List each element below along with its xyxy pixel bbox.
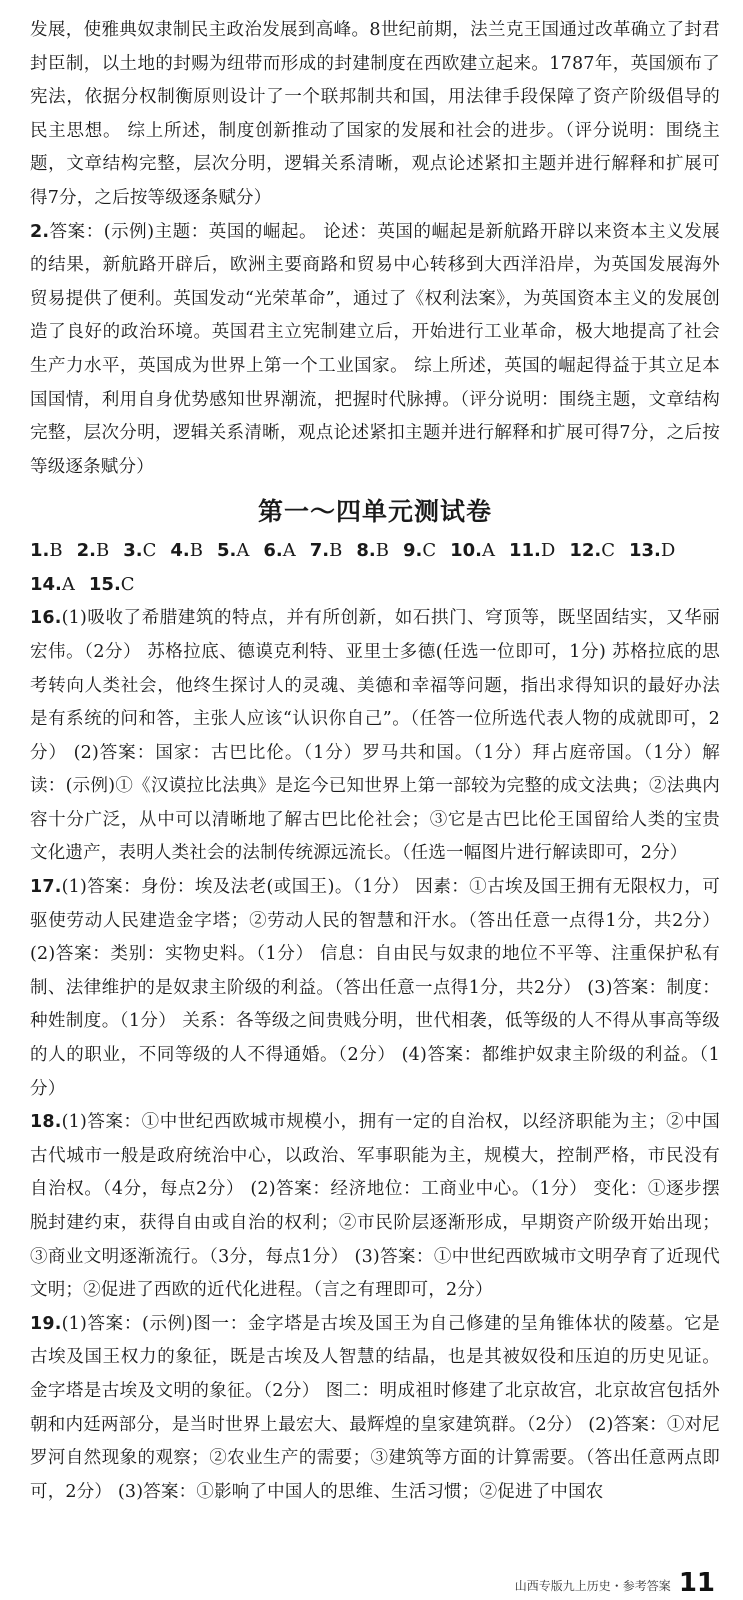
question-number: 19. (30, 1313, 62, 1334)
choice-answer (310, 540, 343, 561)
choice-letter: D (660, 540, 676, 562)
question-number: 16. (30, 608, 62, 629)
question-19-answer (30, 1308, 720, 1510)
choice-number: 4. (170, 540, 190, 562)
question-18-answer (30, 1106, 720, 1308)
choice-answer (30, 574, 75, 595)
question-text: (1)答案：(示例)图一：金字塔是古埃及国王为自己修建的呈角锥体状的陵墓。它是古埃及国王权力的象征，既是古埃及人智慧的结晶，也是其被奴役和压迫的历史见证。金字塔是古埃及文明的象征。（2分） 图二：明成祖时修建了北京故宫，北京故宫包括外朝和内廷两部分，是当时世界上最宏大、最辉煌的皇家建筑群。（2分） (2)答案：①对尼罗河自然现象的观察；②农业生产的需要；③建筑等方面的计算需要。（答出任意两点即可，2分） (3)答案：①影响了中国人的思维、生活习惯；②促进了中国农 (30, 1313, 720, 1502)
choice-number: 1. (30, 540, 50, 562)
choice-letter: A (61, 574, 75, 596)
choice-answer (123, 540, 156, 561)
choice-number: 14. (30, 574, 62, 596)
question-text: (1)答案：身份：埃及法老(或国王)。（1分） 因素：①古埃及国王拥有无限权力，可驱使劳动人民建造金字塔；②劳动人民的智慧和汗水。（答出任意一点得1分，共2分）(2)答案：类别：实物史料。（1分） 信息：自由民与奴隶的地位不平等、注重保护私有制、法律维护的是奴隶主阶级的利益。（答出任意一点得1分，共2分） (3)答案：制度：种姓制度。（1分） 关系：各等级之间贵贱分明，世代相袭，低等级的人不得从事高等级的人的职业，不同等级的人不得通婚。（2分） (4)答案：都维护奴隶主阶级的利益。（1分） (30, 877, 720, 1099)
choice-answer (30, 540, 63, 561)
choice-number: 11. (509, 540, 541, 562)
choice-letter: B (49, 540, 63, 562)
choice-letter: B (95, 540, 110, 562)
choice-letter: C (120, 574, 135, 596)
page-footer (455, 1568, 715, 1598)
answer-page (30, 14, 720, 1509)
choice-letter: C (142, 540, 157, 562)
choice-answer (89, 574, 135, 595)
choice-answer (356, 540, 389, 561)
choice-answer (217, 540, 249, 561)
choice-answer (263, 540, 295, 561)
choice-number: 8. (356, 540, 376, 562)
choice-letter: B (189, 540, 203, 562)
question-number: 18. (30, 1112, 62, 1133)
choice-letter: C (601, 540, 615, 562)
question-number: 2. (30, 221, 50, 242)
choice-answer (77, 540, 110, 561)
choice-number: 5. (216, 540, 237, 562)
choice-answer (170, 540, 203, 561)
choice-number: 12. (569, 540, 602, 562)
choice-letter: A (482, 540, 495, 562)
choice-letter: B (375, 540, 389, 562)
choice-letter: C (422, 540, 437, 562)
question-text: (1)吸收了希腊建筑的特点，并有所创新，如石拱门、穹顶等，既坚固结实，又华丽宏伟。（2分） 苏格拉底、德谟克利特、亚里士多德(任选一位即可，1分) 苏格拉底的思考转向人类社会，他终生探讨人的灵魂、美德和幸福等问题，指出求得知识的最好办法是有系统的问和答，主张人应该“认识你自己”。（任答一位所选代表人物的成就即可，2分） (2)答案：国家：古巴比伦。（1分）罗马共和国。（1分）拜占庭帝国。（1分）解读：(示例)①《汉谟拉比法典》是迄今已知世界上第一部较为完整的成文法典；②法典内容十分广泛，从中可以清晰地了解古巴比伦社会；③它是古巴比伦王国留给人类的宝贵文化遗产，表明人类社会的法制传统源远流长。（任选一幅图片进行解读即可，2分） (30, 608, 720, 864)
choice-number: 2. (76, 540, 96, 562)
section-title: 第一～四单元测试卷 (257, 497, 492, 527)
question-text: 答案：(示例)主题：英国的崛起。 论述：英国的崛起是新航路开辟以来资本主义发展的结果，新航路开辟后，欧洲主要商路和贸易中心转移到大西洋沿岸，为英国发展海外贸易提供了便利。英国发动“光荣革命”，通过了《权利法案》，为英国资本主义的发展创造了良好的政治环境。英国君主立宪制建立后，开始进行工业革命，极大地提高了社会生产力水平，英国成为世界上第一个工业国家。 综上所述，英国的崛起得益于其立足本国国情，利用自身优势感知世界潮流，把握时代脉搏。（评分说明：围绕主题，文章结构完整，层次分明，逻辑关系清晰，观点论述紧扣主题并进行解释和扩展可得7分，之后按等级逐条赋分） (30, 221, 720, 477)
choice-letter: A (236, 540, 250, 562)
choice-number: 7. (309, 540, 330, 562)
choice-letter: A (282, 540, 296, 562)
question-16-answer (30, 602, 720, 871)
choice-answer (509, 540, 555, 561)
choice-answer (403, 540, 436, 561)
question-2-answer (30, 216, 720, 485)
choice-number: 10. (450, 540, 482, 562)
choice-number: 6. (263, 540, 283, 562)
question-text: (1)答案：①中世纪西欧城市规模小，拥有一定的自治权，以经济职能为主；②中国古代城市一般是政府统治中心，以政治、军事职能为主，规模大，控制严格，市民没有自治权。（4分，每点2分） (2)答案：经济地位：工商业中心。（1分） 变化：①逐步摆脱封建约束，获得自由或自治的权利；②市民阶层逐渐形成，早期资产阶级开始出现；③商业文明逐渐流行。（3分，每点1分） (3)答案：①中世纪西欧城市文明孕育了近现代文明；②促进了西欧的近代化进程。（言之有理即可，2分） (30, 1112, 720, 1301)
choice-number: 9. (402, 540, 423, 562)
choice-answers (30, 534, 720, 602)
choice-number: 3. (123, 540, 143, 562)
choice-letter: D (540, 540, 556, 562)
choice-number: 13. (629, 540, 661, 562)
question-number: 17. (30, 877, 62, 898)
question-17-answer (30, 871, 720, 1106)
continued-paragraph: 发展，使雅典奴隶制民主政治发展到高峰。8世纪前期，法兰克王国通过改革确立了封君封臣制，以土地的封赐为纽带而形成的封建制度在西欧建立起来。1787年，英国颁布了宪法，依据分权制衡原则设计了一个联邦制共和国，用法律手段保障了资产阶级倡导的民主思想。 综上所述，制度创新推动了国家的发展和社会的进步。（评分说明：围绕主题，文章结构完整，层次分明，逻辑关系清晰，观点论述紧扣主题并进行解释和扩展可得7分，之后按等级逐条赋分） (30, 20, 720, 208)
footer-book-title: 山西专版九上历史・参考答案 (514, 1579, 671, 1593)
choice-answer (450, 540, 495, 561)
choice-answer-row (30, 534, 720, 568)
choice-letter: B (329, 540, 343, 562)
choice-number: 15. (88, 574, 121, 596)
choice-answer (629, 540, 675, 561)
choice-answer-row (30, 568, 720, 602)
choice-answer (569, 540, 615, 561)
page-number: 11 (678, 1568, 715, 1598)
